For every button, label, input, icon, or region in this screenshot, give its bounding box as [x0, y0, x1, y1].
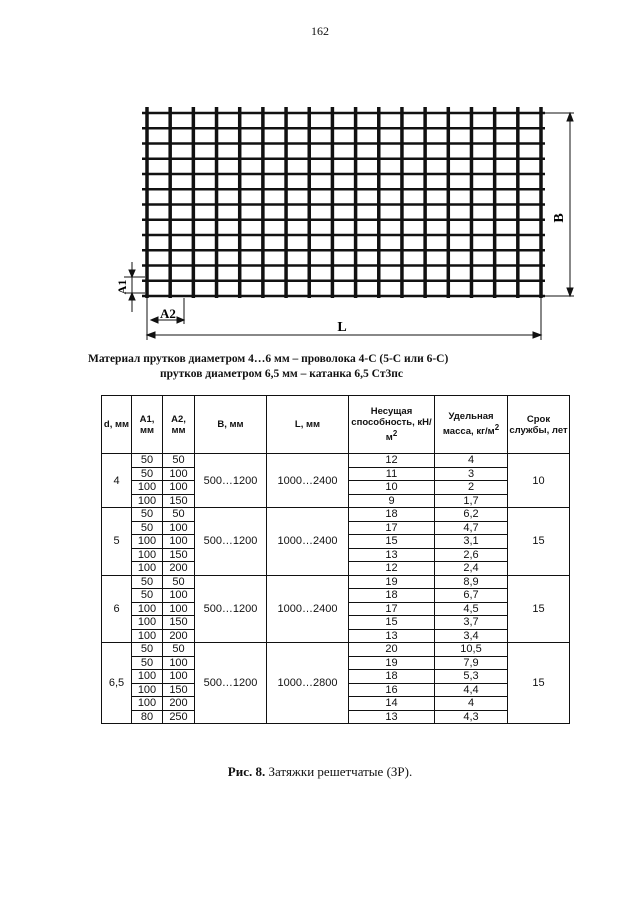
- cell-a1: 50: [132, 589, 163, 603]
- cell-mass: 3,4: [435, 629, 508, 643]
- cell-mass: 10,5: [435, 643, 508, 657]
- cell-service-life: 15: [508, 508, 570, 576]
- cell-a2: 150: [163, 548, 195, 562]
- material-note: [88, 352, 448, 382]
- cell-mass: 4,5: [435, 602, 508, 616]
- header-mass: Удельная масса, $кг/м^2$: [435, 396, 508, 454]
- header-a2: A2, мм: [163, 396, 195, 454]
- cell-b: 500…1200: [195, 508, 267, 576]
- material-line-2: прутков диаметром 6,5 мм – катанка 6,5 Ст3пс: [160, 368, 403, 380]
- header-a1: A1, мм: [132, 396, 163, 454]
- cell-capacity: 18: [349, 670, 435, 684]
- cell-a2: 150: [163, 683, 195, 697]
- dim-label-a1: A1: [115, 279, 129, 295]
- cell-a2: 100: [163, 481, 195, 495]
- cell-a1: 50: [132, 508, 163, 522]
- cell-capacity: 15: [349, 535, 435, 549]
- cell-a1: 100: [132, 494, 163, 508]
- cell-mass: 4: [435, 454, 508, 468]
- cell-a1: 100: [132, 535, 163, 549]
- cell-capacity: 17: [349, 521, 435, 535]
- cell-mass: 2: [435, 481, 508, 495]
- cell-mass: 3,1: [435, 535, 508, 549]
- cell-d: 5: [102, 508, 132, 576]
- figure-caption: [0, 764, 640, 780]
- cell-b: 500…1200: [195, 575, 267, 643]
- cell-mass: 3,7: [435, 616, 508, 630]
- cell-capacity: 10: [349, 481, 435, 495]
- cell-a1: 50: [132, 643, 163, 657]
- cell-mass: 1,7: [435, 494, 508, 508]
- table-row: [102, 575, 570, 589]
- table-row: [102, 643, 570, 657]
- cell-a1: 100: [132, 562, 163, 576]
- cell-capacity: 12: [349, 562, 435, 576]
- cell-capacity: 17: [349, 602, 435, 616]
- cell-a2: 200: [163, 562, 195, 576]
- cell-a2: 250: [163, 710, 195, 724]
- page-number: 162: [311, 24, 329, 38]
- cell-mass: 4,4: [435, 683, 508, 697]
- cell-b: 500…1200: [195, 643, 267, 724]
- cell-a1: 50: [132, 467, 163, 481]
- cell-capacity: 20: [349, 643, 435, 657]
- header-service-life: Срок службы, лет: [508, 396, 570, 454]
- dim-label-l: L: [337, 320, 347, 335]
- cell-a2: 150: [163, 494, 195, 508]
- header-b: B, мм: [195, 396, 267, 454]
- cell-a2: 100: [163, 602, 195, 616]
- cell-a1: 100: [132, 697, 163, 711]
- cell-a1: 50: [132, 454, 163, 468]
- cell-service-life: 15: [508, 643, 570, 724]
- cell-mass: 2,6: [435, 548, 508, 562]
- cell-d: 6: [102, 575, 132, 643]
- cell-l: 1000…2400: [267, 508, 349, 576]
- cell-a1: 100: [132, 670, 163, 684]
- cell-a2: 50: [163, 643, 195, 657]
- cell-capacity: 15: [349, 616, 435, 630]
- cell-a1: 100: [132, 616, 163, 630]
- cell-a1: 100: [132, 629, 163, 643]
- cell-a2: 100: [163, 670, 195, 684]
- dim-label-b: B: [552, 213, 567, 223]
- cell-capacity: 18: [349, 508, 435, 522]
- cell-a2: 100: [163, 535, 195, 549]
- dim-label-a2: A2: [160, 306, 176, 321]
- cell-mass: 6,7: [435, 589, 508, 603]
- cell-capacity: 14: [349, 697, 435, 711]
- mesh-grid: [142, 107, 545, 298]
- cell-a2: 50: [163, 454, 195, 468]
- cell-a1: 50: [132, 521, 163, 535]
- spec-table: [101, 395, 570, 724]
- cell-capacity: 16: [349, 683, 435, 697]
- cell-capacity: 11: [349, 467, 435, 481]
- cell-a1: 100: [132, 602, 163, 616]
- cell-a1: 100: [132, 481, 163, 495]
- cell-a2: 50: [163, 575, 195, 589]
- caption-text: Затяжки решетчатые (ЗР).: [265, 764, 413, 779]
- cell-a2: 100: [163, 521, 195, 535]
- cell-a1: 50: [132, 575, 163, 589]
- material-line-1: Материал прутков диаметром 4…6 мм – проволока 4-С (5-С или 6-С): [88, 353, 449, 365]
- cell-l: 1000…2800: [267, 643, 349, 724]
- cell-capacity: 13: [349, 548, 435, 562]
- cell-l: 1000…2400: [267, 575, 349, 643]
- cell-mass: 3: [435, 467, 508, 481]
- caption-label: Рис. 8.: [227, 764, 266, 779]
- header-l: L, мм: [267, 396, 349, 454]
- cell-a2: 200: [163, 697, 195, 711]
- cell-mass: 5,3: [435, 670, 508, 684]
- cell-capacity: 9: [349, 494, 435, 508]
- cell-a1: 50: [132, 656, 163, 670]
- cell-a2: 100: [163, 656, 195, 670]
- cell-capacity: 18: [349, 589, 435, 603]
- cell-mass: 6,2: [435, 508, 508, 522]
- cell-capacity: 19: [349, 656, 435, 670]
- cell-service-life: 15: [508, 575, 570, 643]
- cell-capacity: 12: [349, 454, 435, 468]
- cell-capacity: 19: [349, 575, 435, 589]
- cell-mass: 7,9: [435, 656, 508, 670]
- cell-a2: 50: [163, 508, 195, 522]
- header-capacity: Несущая способность, $кН/м^2$: [349, 396, 435, 454]
- cell-d: 6,5: [102, 643, 132, 724]
- cell-capacity: 13: [349, 710, 435, 724]
- cell-a2: 100: [163, 467, 195, 481]
- cell-mass: 4: [435, 697, 508, 711]
- mesh-drawing: [0, 0, 640, 350]
- cell-capacity: 13: [349, 629, 435, 643]
- cell-mass: 8,9: [435, 575, 508, 589]
- header-d: d, мм: [102, 396, 132, 454]
- cell-a1: 100: [132, 683, 163, 697]
- cell-b: 500…1200: [195, 454, 267, 508]
- dimension-lines: [124, 113, 574, 340]
- cell-mass: 4,3: [435, 710, 508, 724]
- cell-service-life: 10: [508, 454, 570, 508]
- cell-a2: 200: [163, 629, 195, 643]
- cell-d: 4: [102, 454, 132, 508]
- cell-a2: 150: [163, 616, 195, 630]
- cell-mass: 4,7: [435, 521, 508, 535]
- table-row: [102, 454, 570, 468]
- table-row: [102, 508, 570, 522]
- cell-mass: 2,4: [435, 562, 508, 576]
- cell-a2: 100: [163, 589, 195, 603]
- cell-a1: 80: [132, 710, 163, 724]
- spec-table-body: [102, 454, 570, 724]
- cell-a1: 100: [132, 548, 163, 562]
- cell-l: 1000…2400: [267, 454, 349, 508]
